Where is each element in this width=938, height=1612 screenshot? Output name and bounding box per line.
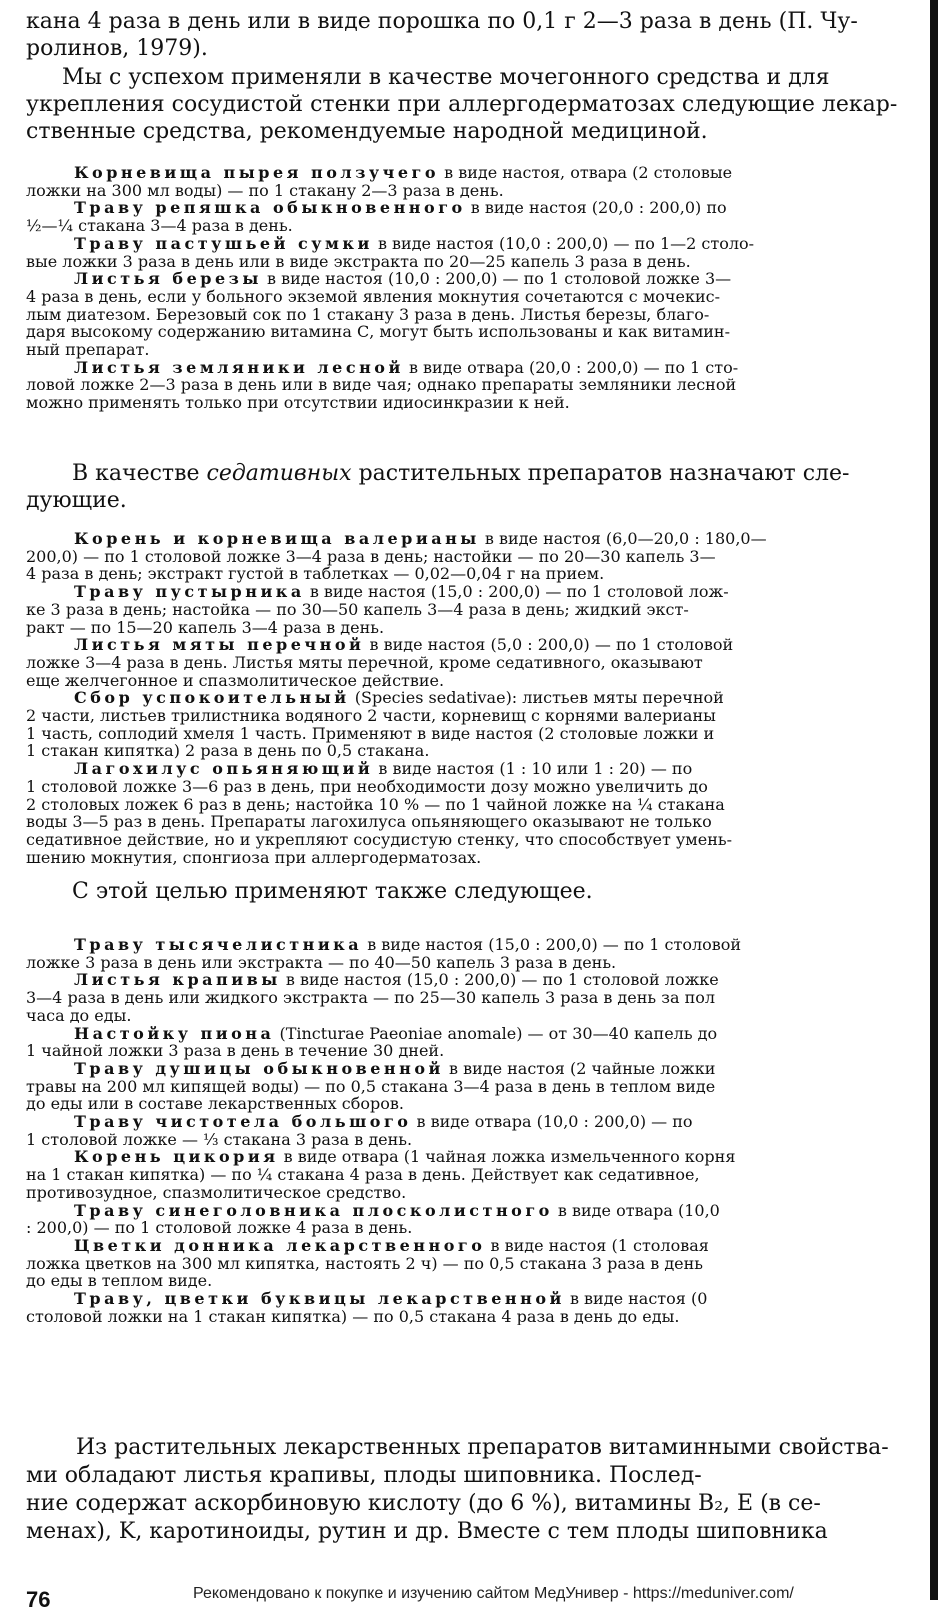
remedy-text: воды 3—5 раз в день. Препараты лагохилуса опьяняющего оказывают не только (26, 812, 712, 832)
list-sedative-remedies (26, 530, 928, 866)
remedy-text: в виде отвара (20,0 : 200,0) — по 1 сто- (408, 357, 739, 377)
list-item-line (26, 1255, 928, 1273)
remedy-text: в виде настоя (0 (569, 1289, 708, 1309)
remedy-text: столовой ложки на 1 стакан кипятка) — по 0,5 стакана 4 раза в день до еды. (26, 1306, 680, 1326)
paragraph-intro (26, 8, 928, 62)
remedy-text: 1 стакан кипятка) 2 раза в день по 0,5 стакана. (26, 741, 430, 761)
remedy-term: Корневища пырея ползучего (74, 164, 440, 182)
list-item-line (26, 1042, 928, 1060)
remedy-text: 1 столовой ложке 3—6 раз в день, при необходимости дозу можно увеличить до (26, 776, 708, 796)
text-line: Мы с успехом применяли в качестве мочегонного средства и для (62, 65, 830, 90)
list-item-line (26, 1290, 928, 1308)
remedy-text: ловой ложке 2—3 раза в день или в виде чая; однако препараты земляники лесной (26, 375, 737, 395)
list-item-line (26, 672, 928, 690)
list-item-line (26, 619, 928, 637)
remedy-term: Траву пастушьей сумки (74, 233, 373, 253)
remedy-text: в виде настоя (6,0—20,0 : 180,0— (484, 530, 767, 548)
text-line: ми обладают листья крапивы, плоды шиповника. Послед- (26, 1463, 702, 1488)
remedy-text: на 1 стакан кипятка) — по ¼ стакана 4 раза в день. Действует как седативное, (26, 1165, 700, 1185)
text-line: С этой целью применяют также следующее. (72, 879, 593, 904)
remedy-term: Лагохилус опьяняющий (74, 759, 374, 779)
list-item-line (26, 253, 928, 271)
list-item-line (26, 1237, 928, 1255)
list-item-line (26, 1131, 928, 1149)
list-item-line (26, 164, 928, 182)
remedy-term: Настойку пиона (74, 1023, 275, 1043)
remedy-text: в виде настоя (1 : 10 или 1 : 20) — по (378, 759, 693, 779)
remedy-term: Листья крапивы (74, 970, 281, 990)
list-item-line (26, 689, 928, 707)
remedy-term: Корень и корневища валерианы (74, 530, 480, 548)
text-span-italic: седативных (206, 461, 352, 486)
remedy-text: ложке 3 раза в день или экстракта — по 40—50 капель 3 раза в день. (26, 952, 617, 972)
list-item-line (26, 1078, 928, 1096)
page-edge-shadow (930, 0, 938, 1600)
remedy-term: Сбор успокоительный (74, 688, 350, 708)
remedy-text: ложки на 300 мл воды) — по 1 стакану 2—3 раза в день. (26, 180, 504, 200)
remedy-text: 1 часть, соплодий хмеля 1 часть. Применяют в виде настоя (2 столовые ложки и (26, 723, 715, 743)
list-item-line (26, 288, 928, 306)
page-number: 76 (26, 1587, 51, 1612)
remedy-term: Листья земляники лесной (74, 357, 404, 377)
text-line: менах), K, каротиноиды, рутин и др. Вместе с тем плоды шиповника (26, 1519, 828, 1544)
remedy-term: Траву пустырника (74, 582, 305, 602)
list-item-line (26, 813, 928, 831)
remedy-text: в виде настоя (10,0 : 200,0) — по 1—2 столо- (377, 233, 755, 253)
list-item-line (26, 796, 928, 814)
remedy-text: можно применять только при отсутствии идиосинкразии к ней. (26, 393, 570, 412)
list-item-line (26, 601, 928, 619)
remedy-text: седативное действие, но и укрепляют сосудистую стенку, что способствует умень- (26, 829, 732, 849)
list-item-line (26, 1113, 928, 1131)
list-item-line (26, 323, 928, 341)
list-item-line (26, 831, 928, 849)
list-other-remedies (26, 936, 928, 1325)
remedy-text: (Tincturae Paeoniae anomale) — от 30—40 капель до (279, 1023, 718, 1043)
list-item-line (26, 182, 928, 200)
list-item-line (26, 654, 928, 672)
remedy-text: 3—4 раза в день или жидкого экстракта — по 25—30 капель 3 раза в день за пол (26, 988, 716, 1008)
remedy-text: 4 раза в день; экстракт густой в таблетках — 0,02—0,04 г на прием. (26, 564, 605, 584)
remedy-text: часа до еды. (26, 1005, 132, 1025)
list-item-line (26, 760, 928, 778)
text-line: ролинов, 1979). (26, 36, 208, 61)
list-item-line (26, 954, 928, 972)
remedy-term: Траву тысячелистника (74, 936, 363, 954)
remedy-term: Корень цикория (74, 1147, 279, 1167)
list-item-line (26, 1025, 928, 1043)
remedy-text: 1 столовой ложке — ⅓ стакана 3 раза в день. (26, 1129, 413, 1149)
paragraph-diuretic (26, 64, 928, 145)
list-item-line (26, 1007, 928, 1025)
remedy-term: Траву репяшка обыкновенного (74, 198, 466, 218)
paragraph-also-used (26, 878, 928, 905)
list-item-line (26, 1272, 928, 1290)
list-item-line (26, 989, 928, 1007)
remedy-text: ный препарат. (26, 340, 150, 360)
list-item-line (26, 778, 928, 796)
list-item-line (26, 1095, 928, 1113)
text-line: укрепления сосудистой стенки при аллергодерматозах следующие лекар- (26, 92, 898, 117)
remedy-term: Листья березы (74, 269, 262, 289)
remedy-text: в виде настоя (2 чайные ложки (448, 1058, 716, 1078)
remedy-term: Листья мяты перечной (74, 635, 365, 655)
remedy-text: в виде настоя (15,0 : 200,0) — по 1 столовой лож- (309, 582, 729, 602)
text-span: растительных препаратов назначают сле- (358, 461, 850, 486)
remedy-text: травы на 200 мл кипящей воды) — по 0,5 стакана 3—4 раза в день в теплом виде (26, 1076, 716, 1096)
remedy-text: вые ложки 3 раза в день или в виде экстракта по 20—25 капель 3 раза в день. (26, 251, 691, 271)
text-line: дующие. (26, 488, 127, 513)
remedy-text: ракт — по 15—20 капель 3—4 раза в день. (26, 617, 385, 637)
remedy-text: в виде отвара (10,0 (557, 1200, 720, 1220)
remedy-text: 2 части, листьев трилистника водяного 2 части, корневищ с корнями валерианы (26, 706, 716, 726)
list-item-line (26, 235, 928, 253)
remedy-text: лым диатезом. Березовый сок по 1 стакану 3 раза в день. Листья березы, благо- (26, 304, 710, 324)
text-line: Из растительных лекарственных препаратов витаминными свойства- (76, 1435, 889, 1460)
remedy-term: Траву чистотела большого (74, 1112, 412, 1132)
remedy-text: до еды или в составе лекарственных сборов. (26, 1094, 404, 1114)
remedy-term: Траву синеголовника плосколистного (74, 1200, 553, 1220)
remedy-text: : 200,0) — по 1 столовой ложке 4 раза в день. (26, 1218, 413, 1238)
remedy-term: Траву душицы обыкновенной (74, 1058, 444, 1078)
remedy-text: 4 раза в день, если у больного экземой явления мокнутия сочетаются с мочекис- (26, 286, 720, 306)
list-item-line (26, 707, 928, 725)
remedy-text: противозудное, спазмолитическое средство. (26, 1182, 407, 1202)
list-item-line (26, 306, 928, 324)
list-item-line (26, 1148, 928, 1166)
text-line: кана 4 раза в день или в виде порошка по 0,1 г 2—3 раза в день (П. Чу- (26, 9, 858, 34)
text-line (26, 460, 928, 487)
list-item-line (26, 199, 928, 217)
list-item-line (26, 548, 928, 566)
list-item-line (26, 636, 928, 654)
list-item-line (26, 341, 928, 359)
list-item-line (26, 849, 928, 867)
remedy-text: в виде настоя, отвара (2 столовые (444, 164, 733, 182)
text-line: ние содержат аскорбиновую кислоту (до 6 %), витамины B₂, E (в се- (26, 1491, 821, 1516)
text-span: В качестве (72, 461, 200, 486)
remedy-text: 2 столовых ложек 6 раз в день; настойка 10 % — по 1 чайной ложке на ¼ стакана (26, 794, 725, 814)
list-item-line (26, 936, 928, 954)
remedy-text: 200,0) — по 1 столовой ложке 3—4 раза в день; настойки — по 20—30 капель 3— (26, 546, 716, 566)
paragraph-sedative-heading (26, 460, 928, 514)
paragraph-vitamin (26, 1434, 928, 1546)
list-item-line (26, 971, 928, 989)
list-item-line (26, 742, 928, 760)
list-item-line (26, 530, 928, 548)
remedy-text: 1 чайной ложки 3 раза в день в течение 30 дней. (26, 1041, 445, 1061)
remedy-term: Цветки донника лекарственного (74, 1235, 486, 1255)
list-item-line (26, 565, 928, 583)
list-item-line (26, 1308, 928, 1326)
remedy-text: в виде отвара (1 чайная ложка измельченного корня (283, 1147, 736, 1167)
list-item-line (26, 376, 928, 394)
text-line: ственные средства, рекомендуемые народной медициной. (26, 119, 708, 144)
remedy-text: шению мокнутия, спонгиоза при аллергодерматозах. (26, 847, 482, 867)
remedy-text: ложка цветков на 300 мл кипятка, настоять 2 ч) — по 0,5 стакана 3 раза в день (26, 1253, 704, 1273)
remedy-text: ке 3 раза в день; настойка — по 30—50 капель 3—4 раза в день; жидкий экст- (26, 599, 689, 619)
remedy-text: в виде отвара (10,0 : 200,0) — по (416, 1112, 693, 1132)
list-item-line (26, 1166, 928, 1184)
list-item-line (26, 394, 928, 412)
remedy-text: ½—¼ стакана 3—4 раза в день. (26, 216, 293, 236)
remedy-text: в виде настоя (15,0 : 200,0) — по 1 столовой (367, 936, 742, 954)
list-item-line (26, 725, 928, 743)
list-item-line (26, 583, 928, 601)
remedy-text: в виде настоя (15,0 : 200,0) — по 1 столовой ложке (285, 970, 719, 990)
remedy-text: ложке 3—4 раза в день. Листья мяты перечной, кроме седативного, оказывают (26, 652, 703, 672)
remedy-text: до еды в теплом виде. (26, 1271, 213, 1291)
remedy-text: в виде настоя (1 столовая (490, 1235, 709, 1255)
remedy-text: в виде настоя (10,0 : 200,0) — по 1 столовой ложке 3— (266, 269, 732, 289)
remedy-text: в виде настоя (5,0 : 200,0) — по 1 столовой (369, 635, 734, 655)
remedy-term: Траву, цветки буквицы лекарственной (74, 1289, 565, 1309)
remedy-text: даря высокому содержанию витамина С, могут быть использованы и как витамин- (26, 322, 730, 342)
remedy-text: (Species sedativae): листьев мяты перечной (354, 688, 724, 708)
list-item-line (26, 1219, 928, 1237)
list-item-line (26, 1202, 928, 1220)
list-item-line (26, 217, 928, 235)
list-diuretic-remedies (26, 164, 928, 412)
remedy-text: еще желчегонное и спазмолитическое действие. (26, 670, 445, 690)
footer-watermark-text: Рекомендовано к покупке и изучению сайтом МедУнивер - https://meduniver.com/ (193, 1585, 794, 1602)
list-item-line (26, 359, 928, 377)
list-item-line (26, 270, 928, 288)
list-item-line (26, 1060, 928, 1078)
remedy-text: в виде настоя (20,0 : 200,0) по (470, 198, 727, 218)
list-item-line (26, 1184, 928, 1202)
